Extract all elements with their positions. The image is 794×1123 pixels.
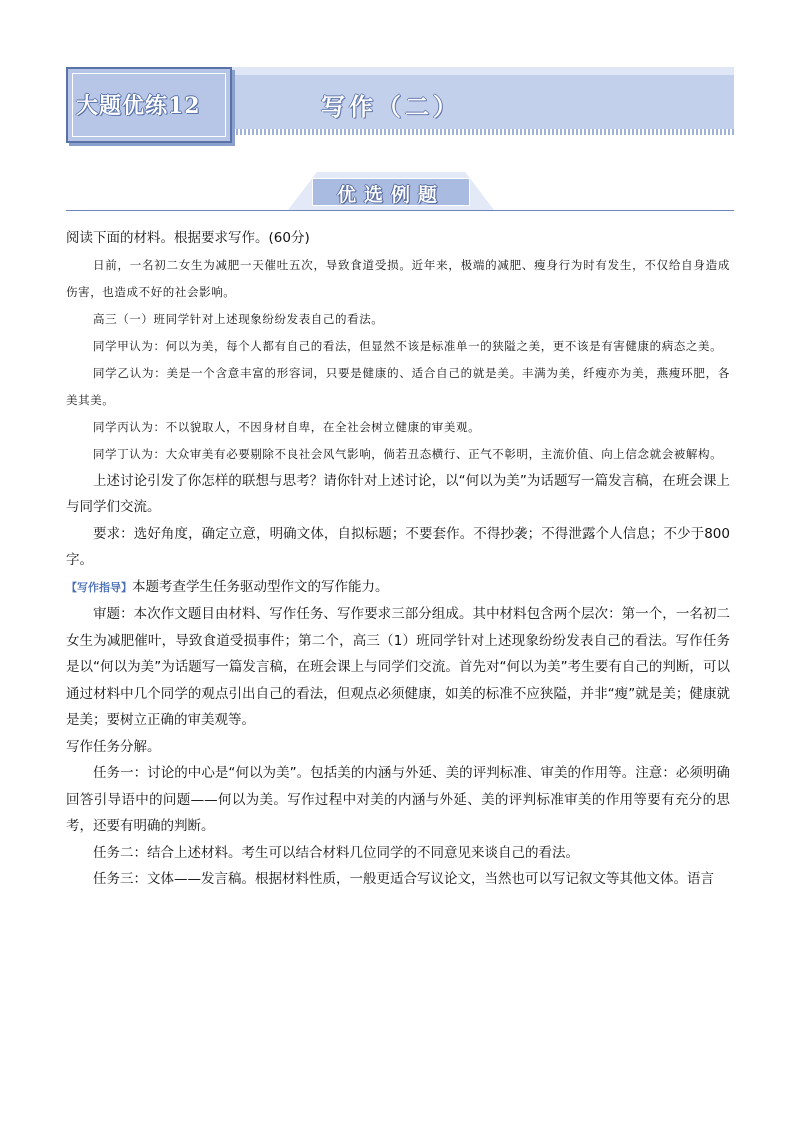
guide-intro-line	[66, 574, 730, 602]
question-instruction: 阅读下面的材料。根据要求写作。(60分)	[66, 230, 310, 246]
guide-task-3: 任务三：文体——发言稿。根据材料性质，一般更适合写议论文，当然也可以写记叙文等其他文体。语言	[93, 871, 714, 887]
banner-label: 大题优练12	[76, 93, 201, 119]
guide-analysis: 审题：本次作文题目由材料、写作任务、写作要求三部分组成。其中材料包含两个层次：第一个，一名初二女生为减肥催叶，导致食道受损事件；第二个，高三（1）班同学针对上述现象纷纷发表自己的看法。写作任务是以“何以为美”为话题写一篇发言稿，在班会课上与同学们交流。首先对“何以为美”考生要有自己的判断，可以通过材料中几个同学的观点引出自己的看法，但观点必须健康，如美的标准不应狭隘，并非“瘦”就是美；健康就是美；要树立正确的审美观等。	[66, 606, 730, 728]
document-body	[66, 225, 730, 893]
banner-title-bar	[232, 75, 734, 129]
guide-tag: 【写作指导】	[66, 580, 132, 594]
guide-task-2: 任务二：结合上述材料。考生可以结合材料几位同学的不同意见来谈自己的看法。	[93, 844, 579, 861]
guide-breakdown-title: 写作任务分解。	[66, 738, 161, 755]
page-banner	[66, 67, 734, 143]
material-paragraph: 同学丙认为：不以貌取人，不因身材自卑，在全社会树立健康的审美观。	[93, 419, 481, 434]
guide-intro: 本题考查学生任务驱动型作文的写作能力。	[132, 578, 389, 595]
material-paragraph: 同学乙认为：美是一个含意丰富的形容词，只要是健康的、适合自己的就是美。丰满为美，纤瘦亦为美，燕瘦环肥，各美其美。	[66, 365, 730, 407]
section-title: 优选例题	[336, 184, 445, 206]
guide-task-1: 任务一：讨论的中心是“何以为美”。包括美的内涵与外延、美的评判标准、审美的作用等。注意：必须明确回答引导语中的问题——何以为美。写作过程中对美的内涵与外延、美的评判标准审美的作用等要有充分的思考，还要有明确的判断。	[66, 765, 730, 834]
material-paragraph: 同学甲认为：何以为美，每个人都有自己的看法，但显然不该是标准单一的狭隘之美，更不该是有害健康的病态之美。	[93, 338, 723, 353]
material-paragraph: 日前，一名初二女生为减肥一天催吐五次，导致食道受损。近年来，极端的减肥、瘦身行为时有发生，不仅给自身造成伤害，也造成不好的社会影响。	[66, 257, 730, 299]
section-header	[66, 172, 734, 214]
banner-stripes	[232, 129, 734, 135]
question-prompt: 上述讨论引发了你怎样的联想与思考？请你针对上述讨论，以“何以为美”为话题写一篇发言稿，在班会课上与同学们交流。	[66, 472, 730, 515]
material-paragraph: 高三（一）班同学针对上述现象纷纷发表自己的看法。	[93, 311, 384, 326]
section-divider	[66, 210, 734, 211]
page-title: 写作（二）	[321, 92, 461, 121]
question-requirement: 要求：选好角度，确定立意，明确文体，自拟标题；不要套作。不得抄袭；不得泄露个人信息；不少于800字。	[66, 525, 730, 568]
material-paragraph: 同学丁认为：大众审美有必要剔除不良社会风气影响，倘若丑态横行、正气不彰明，主流价值、向上信念就会被解构。	[93, 446, 723, 461]
